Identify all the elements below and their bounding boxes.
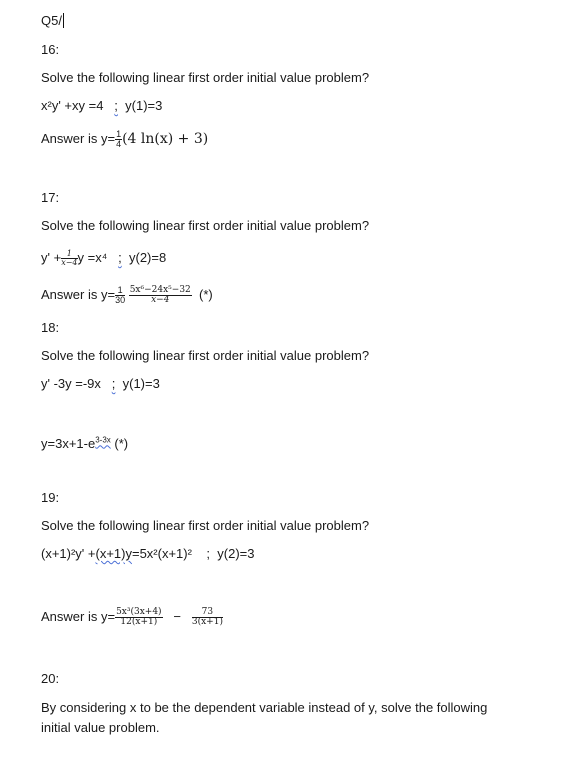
- q19-answer-fraction-2: $\frac{73}{3(x+1)}$: [191, 606, 223, 628]
- q19-ode-left: (x+1)²y' +: [41, 546, 96, 561]
- q17-answer-fraction-1: $\frac{1}{30}$: [115, 284, 126, 306]
- q17-prompt: Solve the following linear first order initial value problem?: [41, 218, 370, 233]
- q18-answer-exponent: 3-3x: [95, 435, 111, 445]
- q16-prompt: Solve the following linear first order initial value problem?: [41, 70, 370, 85]
- q17-ode-right: y =x⁴: [77, 250, 108, 265]
- q16-answer-fraction: $\frac{1}{4}$: [116, 128, 122, 150]
- q16-initial-condition: y(1)=3: [125, 98, 163, 113]
- q20-number: 20:: [41, 671, 60, 686]
- q18-answer-base: y=3x+1-e: [41, 436, 96, 451]
- q18-answer-mark: (*): [114, 436, 129, 451]
- q16-separator: ;: [114, 98, 118, 113]
- text-cursor: [63, 13, 64, 28]
- q17-answer-fraction-2: $\frac{\text{5x⁶−24x⁵−32}}{x-4}$: [129, 284, 191, 306]
- q19-answer-label: Answer is y=: [41, 609, 116, 624]
- q17-separator: ;: [118, 250, 122, 265]
- q16-answer: [41, 124, 208, 154]
- q19-answer-minus: −: [173, 609, 182, 624]
- q16-ode: x²y' +xy =4: [41, 98, 104, 113]
- q19-equation: [41, 546, 254, 562]
- q16-answer-label: Answer is y=: [41, 131, 116, 146]
- q19-number: 19:: [41, 490, 60, 505]
- q18-answer: [41, 436, 128, 452]
- q17-number: 17:: [41, 190, 60, 205]
- q18-separator: ;: [111, 376, 116, 391]
- q19-ode-right: =5x²(x+1)²: [131, 546, 192, 561]
- q20-prompt-line-1: By considering x to be the dependent variable instead of y, solve the following: [41, 700, 488, 715]
- q17-ode-left: y' +: [41, 250, 62, 265]
- q17-answer-label: Answer is y=: [41, 287, 116, 302]
- q16-number: 16:: [41, 42, 60, 57]
- question-header: Q5/: [41, 13, 62, 28]
- q18-initial-condition: y(1)=3: [122, 376, 160, 391]
- q19-ode-middle: (x+1)y: [95, 546, 132, 561]
- q17-equation: [41, 243, 166, 273]
- q18-number: 18:: [41, 320, 60, 335]
- q19-initial-condition: y(2)=3: [217, 546, 255, 561]
- q19-prompt: Solve the following linear first order initial value problem?: [41, 518, 370, 533]
- q19-answer: [41, 600, 223, 634]
- q16-answer-expression: (4 ln(x) + 3): [122, 131, 209, 147]
- q17-answer-mark: (*): [199, 287, 213, 302]
- q17-answer: [41, 280, 213, 310]
- q19-separator: ;: [206, 546, 211, 561]
- q18-prompt: Solve the following linear first order initial value problem?: [41, 348, 370, 363]
- q16-equation: [41, 98, 162, 114]
- q18-ode: y' -3y =-9x: [41, 376, 101, 391]
- q17-initial-condition: y(2)=8: [129, 250, 167, 265]
- q19-answer-fraction-1: $\frac{\text{5x³(3x+4)}}{12(x+1)}$: [116, 606, 162, 628]
- q17-coefficient-fraction: $\frac{1}{x-4}$: [61, 248, 78, 268]
- q18-equation: [41, 376, 160, 392]
- q20-prompt-line-2: initial value problem.: [41, 720, 160, 735]
